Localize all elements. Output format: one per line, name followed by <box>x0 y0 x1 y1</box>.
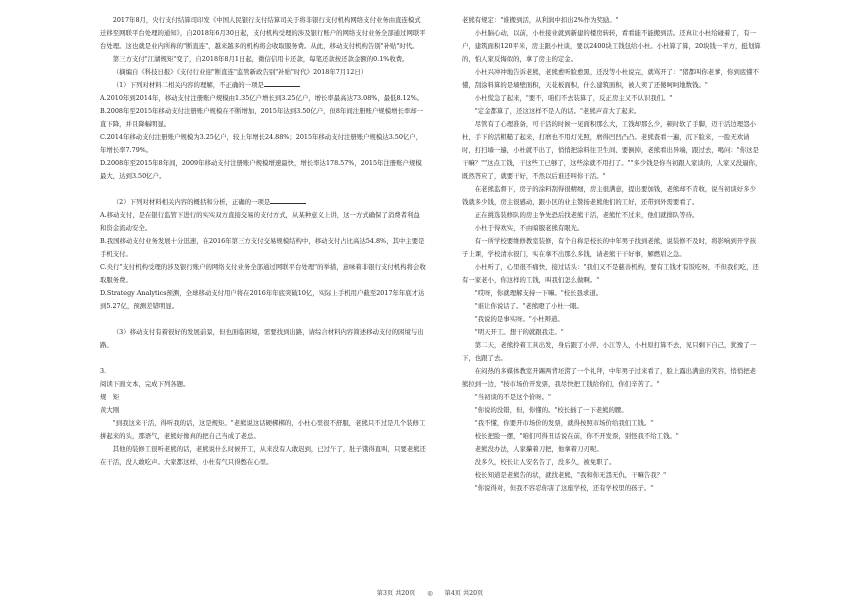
story-title: 规 矩 <box>100 393 120 401</box>
answer-blank <box>264 80 300 87</box>
story-paragraph: "哎呀，你就理解支持一下嘛。"校长恳求道。 <box>474 289 603 297</box>
story-paragraph: 其他的装修工很听老熊的话，老熊说什么时候开工，从来没有人敢迟到，已过午了，肚子饿得直叫，只要老熊还在干活，没人敢吃声。大家都这样，小杜有气只得憋在心里。 <box>100 445 426 466</box>
option-d: D.2008年至2015年8年间，2009年移动支付注册账户规模增速最快，增长率达178.57%，2015年注册账户规模最大，达到3.50亿户。 <box>100 159 422 180</box>
story-paragraph: "谁让你说话了。"老熊瞪了小杜一眼。 <box>474 302 583 310</box>
story-paragraph: 小杜听了，心里很不痛快，接过话头："我们又不是慈善机构，要有工钱才有饭吃呀，不但我们吃，还有一家老小，你这样的工钱，叫我们怎么做啊。" <box>462 263 759 284</box>
option-a: A.移动支付，是在银行监管下进行的实实双方直接交易的支付方式，从某种意义上讲，这一方式确保了消费者利益和资金流动安全。 <box>100 211 420 232</box>
story-paragraph: 校长知道是老熊告的状，就找老熊，"我和你无怨无仇，干嘛告我？" <box>474 471 667 479</box>
question-1: （1）下列对材料二相关内容的理解，不正确的一项是 <box>100 79 426 92</box>
right-column <box>462 14 762 495</box>
story-paragraph: 小杜于得欢实，不由暗服老熊有眼光。 <box>474 224 584 232</box>
story-paragraph: 没多久，校长让人安名告了，没多久，被免职了。 <box>474 458 616 466</box>
question-2: （2）下列对材料相关内容的概括和分析，正确的一项是 <box>100 196 426 209</box>
option-c: C.2014年移动支付注册账户规模为3.25亿户，较上年增长24.88%；2015年移动支付注册账户规模达3.50亿户，年增长率7.79%。 <box>100 133 423 154</box>
paragraph: 2017年8月，央行支付结算司印发《中国人民银行支付结算司关于将非银行支付机构网络支付业务由直连模式迁移至网联平台处理的通知》，自2018年6月30日起，支付机构受理的涉及银行账户的网络支付业务全部通过网联平台处理。这也就是业内所称的"断直连"，越来越多的机构将会收取服务费。从此，移动支付机构告别"补贴"时代。 <box>100 16 426 50</box>
source-citation: （摘编自《科技日报》《支付行业迎"断直连"监管新政告别"补贴"时代》2018年7月12日） <box>112 68 368 76</box>
answer-blank <box>270 197 306 204</box>
story-paragraph: "定金都算了，还这这样不是人的话。"老熊声音大了起来。 <box>474 107 641 115</box>
story-paragraph: 正在挑选装修队的房主争先恐后找老熊干活，老熊忙不过来，他们就排队等待。 <box>474 211 699 219</box>
question-3: （3）移动支付有着很好的发展前景，但也面临困境，需要找到出路，请综合材料内容简述移动支付的困境与出路。 <box>100 328 424 349</box>
page-number-left: 第3页 共20页 <box>376 590 416 597</box>
story-paragraph: "你说得对，但我不容忍你害了这座学校，还有学校里的孩子。" <box>474 484 654 492</box>
story-paragraph: 小杜慌急了起来，"要不，咱们不去装算了，反正房主又不认识我们。" <box>474 94 673 102</box>
option-d: D.Strategy Analytics预测，全球移动支付用户将在2016年年底突破10亿，实际上手机用户截至2017年年底才达到5.27亿，预测差错明显。 <box>100 289 425 310</box>
option-c: C.央行"支付机构受理的涉及银行账户的网络支付业务全部通过网联平台处理"的举措，意味着非银行支付机构将会收取服务费。 <box>100 263 426 284</box>
story-paragraph: 第二天，老熊拎着工具出发，身后跟了小萍、小江等人，小杜原打算不去，见只剩下自己，犹豫了一下，也跟了去。 <box>462 341 756 362</box>
page-number-right: 第4页 共20页 <box>444 590 484 597</box>
story-paragraph: 在老熊监督下，房子的涂料刮得很精细，房主很满意，提出要加钱，老熊却不肯收，说当初谈好多少钱就多少钱，房主很感动，跟小区的业主赞扬老熊他们的工好，还带到外需要看了。 <box>462 185 756 206</box>
separator-icon: ◎ <box>427 590 433 597</box>
story-paragraph: "明天开工。想干的就跟我走。" <box>474 328 564 336</box>
story-paragraph: 在闷热的多媒体教室开踢两背坯涝了一个礼拜，中年男子过来看了，脸上露出满意的笑容，悄悄把老熊拉到一边，"按市场价开发票，我尽快把工钱给你们，你们辛苦了。" <box>462 367 756 388</box>
story-author: 黄大刚 <box>100 406 120 414</box>
paragraph: 第三方支付"江湖规矩"变了，自2018年8月1日起，微信信用卡还款，每笔还款按还款金额的0.1%收费。 <box>112 55 409 63</box>
option-b: B.我国移动支付业务发展十分迅速，在2016年第三方支付交易规模结构中，移动支付占比高达54.8%，其中主要是手机支付。 <box>100 237 425 258</box>
story-paragraph: "我不懂，你要开市场价的发票，就得按照市场价给我们工钱。" <box>474 419 654 427</box>
story-paragraph: 老熊没办法，人家攥着刀把，他拿着刀刃呢。 <box>474 445 603 453</box>
story-paragraph: "我说的是事实呀。"小杜辩道。 <box>474 315 564 323</box>
story-paragraph: "你说的没错，但，你懂的。"校长插了一下老熊的腰。 <box>474 406 628 414</box>
story-paragraph: 老熊有规定："谁搬到活，从利润中扣出2%作为奖励。" <box>462 16 619 24</box>
story-paragraph: 校长把脸一摆，"咱们可得丑话说在前，你不开发票，别怪我不给工钱。" <box>474 432 679 440</box>
story-paragraph: 小杜兴冲冲地告诉老熊，老熊愈听脸愈黑，还没等小杜说完，就骂开了："猪都叫你老爹，你到底懂不懂，刮涂料算的是墙壁面积，天花板面积，什么建筑面积，被人卖了还傻呵呵地数钱。" <box>462 68 759 89</box>
story-paragraph: 小杜脑心动，以前，小杜接业就到新建的楼房转转，看看能不能搬到活。还真让小杜给碰着了，有一户，建筑面积120平米，房主跟小杜谈，要以2400块工钱包给小杜。小杜算了算，20块钱一平方，挺划算的，怕人家反悔似的，拿了房主的定金。 <box>462 29 761 63</box>
instruction: 阅读下面文本，完成下列各题。 <box>100 380 190 388</box>
left-column <box>100 14 426 469</box>
page-footer <box>0 588 860 597</box>
story-paragraph: "当初谈的不是这个价呀。" <box>474 393 551 401</box>
option-a: A.2010年到2014年，移动支付注册账户规模由1.35亿户增长到3.25亿户，增长率最高达73.08%，最低8.12%。 <box>100 94 424 102</box>
option-b: B.2008年至2015年移动支付注册账户规模在不断增加，2015年达到3.50亿户，但8年间注册账户规模增长率却一直下降，并且降幅明显。 <box>100 107 424 128</box>
story-paragraph: "到我这来干活，得听我的话，这是规矩。"老熊说这话硬梆梆的，小杜心里很不舒服，老熊只不过是几个装修工拼起来的头，那语气，老熊好像真的把自己当成了老总。 <box>100 419 426 440</box>
section-number: 3. <box>100 367 107 375</box>
story-paragraph: 有一所学校要维修教室装修，有个自称是校长的中年男子找到老熊，说装修不及时，将影响到开学孩子上课，学校清水很门，实在拿不出那么多钱，请老熊干干好事，解燃眉之急。 <box>462 237 756 258</box>
story-paragraph: 尽管有了心理准备，可干活的时候一见面积那么大，工钱却那么少，顿时软了手脚，迈干活边理怨小杜，手下的活粗糙了起来，打磨也不用灯光照，磨得凹凹凸凸。老熊查看一遍，沉下脸来，一脸无欢请时，打扫墙一遍，小杜就不出了，悄悄把涂料往卫生间、要倒掉，老熊看出异端，跟过去，喝问："你这是干嘛？""这点工钱，干这些工已够了，这些涂就不用打了。""多少钱是你当初跟人家谈的，人家又没逼你，既然答应了，就要干好，不然以后谁还叫你干活。" <box>462 120 762 180</box>
